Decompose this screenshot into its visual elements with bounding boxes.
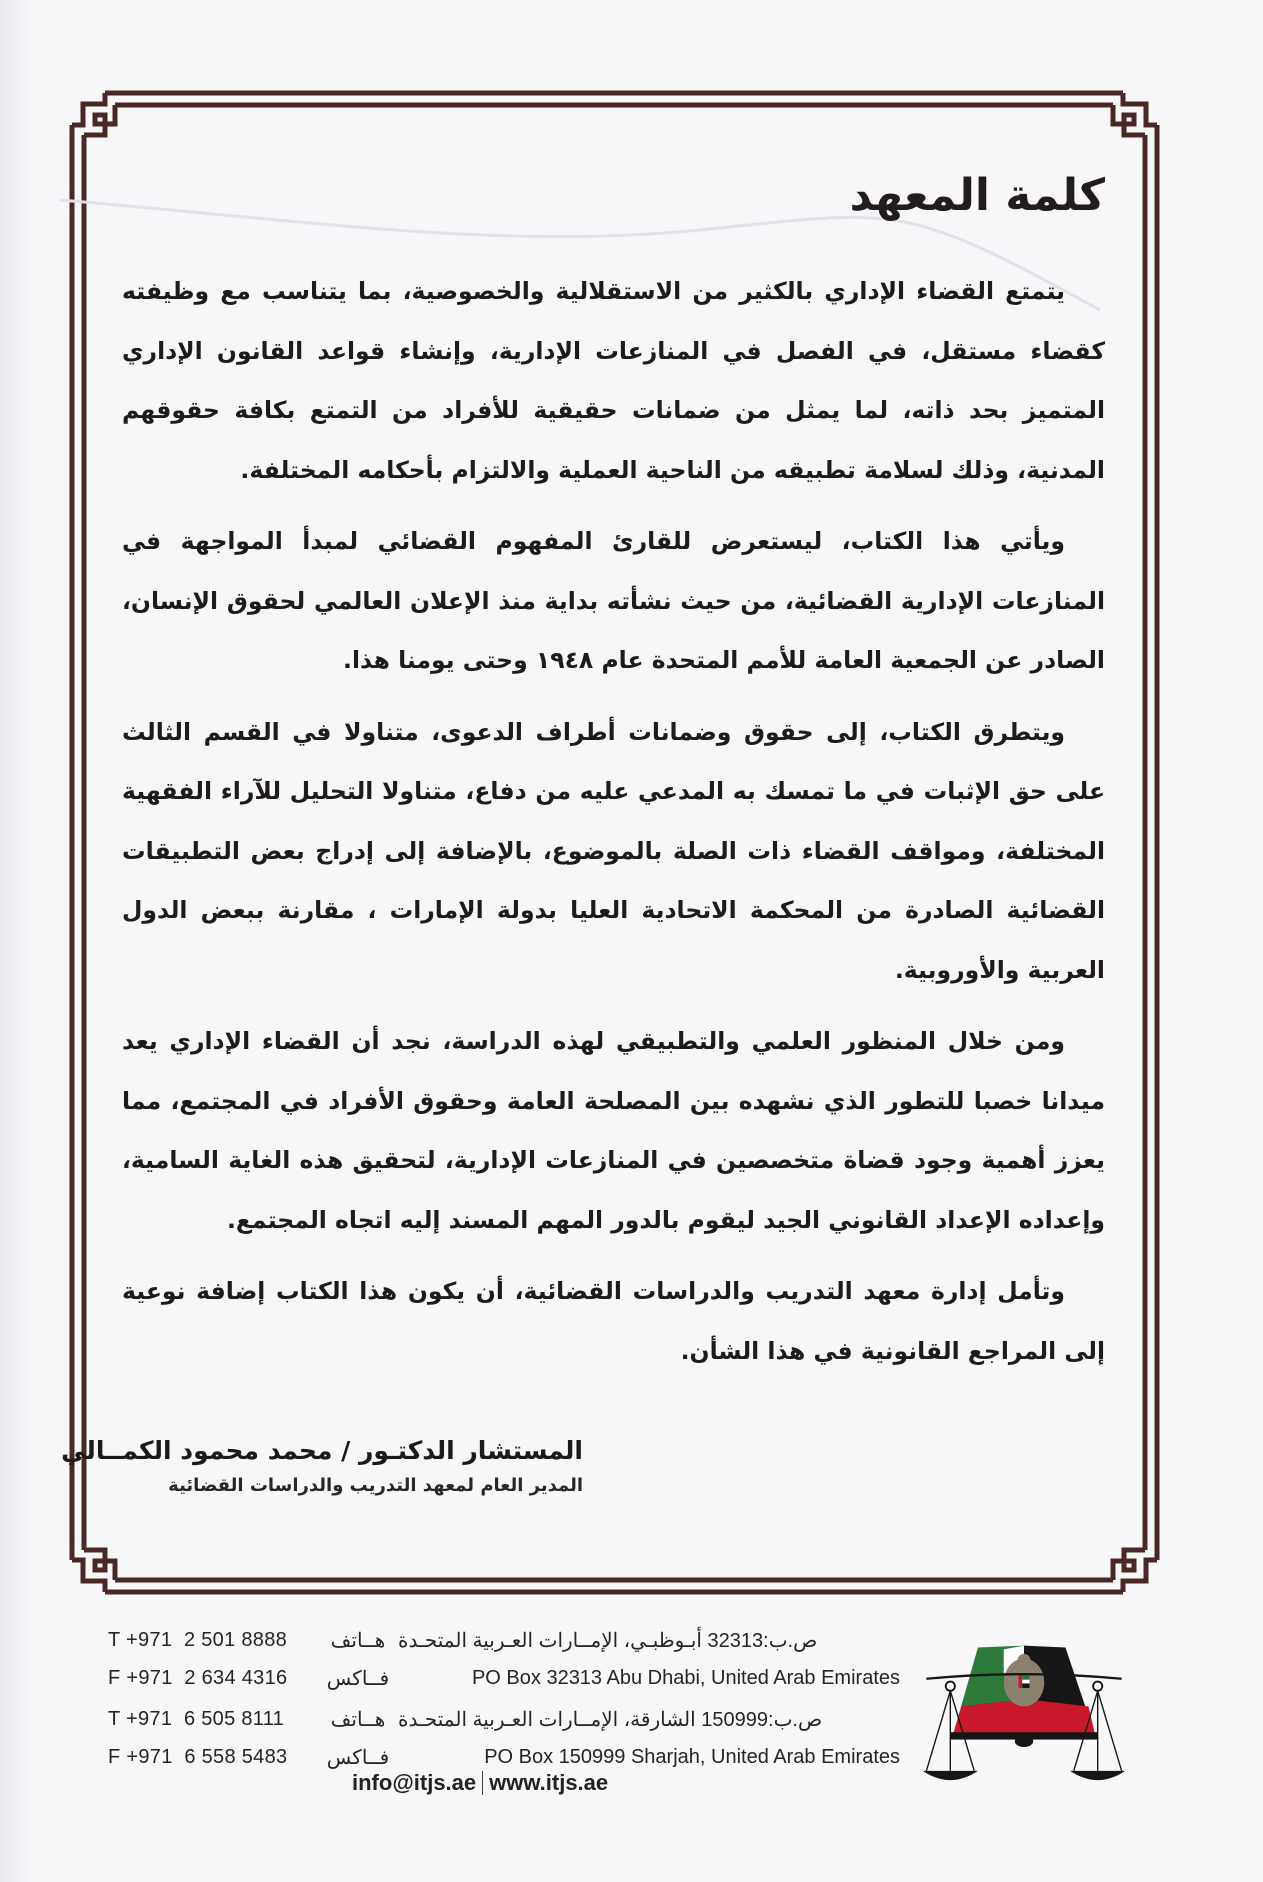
contact-row (108, 1660, 900, 1697)
fax-number: F +971 6 558 5483 (108, 1746, 288, 1768)
signatory-title: المدير العام لمعهد التدريب والدراسات القضائية (168, 1475, 583, 1496)
email-link[interactable]: info@itjs.ae (352, 1770, 477, 1795)
address-arabic: ص.ب:32313 أبـوظبـي، الإمــارات العـربية المتحـدة (398, 1630, 818, 1652)
contact-row (108, 1701, 900, 1738)
website-link[interactable]: www.itjs.ae (489, 1770, 609, 1795)
divider (482, 1771, 483, 1795)
phone-number: T +971 2 501 8888 (108, 1629, 288, 1651)
paragraph: ويتطرق الكتاب، إلى حقوق وضمانات أطراف الدعوى، متناولا في القسم الثالث على حق الإثبات في ما تمسك به المدعي عليه من دفاع، متناولا التحليل للآراء الفقهية المختلفة، ومواقف القضاء ذات الصلة بالموضوع، بالإضافة إلى إدراج بعض التطبيقات القضائية الصادرة من المحكمة الاتحادية العليا بدولة الإمارات ، مقارنة ببعض الدول العربية والأوروبية. (122, 717, 1105, 984)
fax-label: فــاكس (326, 1747, 390, 1769)
foreword-body (122, 262, 1105, 1393)
paragraph: ويأتي هذا الكتاب، ليستعرض للقارئ المفهوم القضائي لمبدأ المواجهة في المنازعات الإدارية القضائية، من حيث نشأته بداية منذ الإعلان العالمي لحقوق الإنسان، الصادر عن الجمعية العامة للأمم المتحدة عام ١٩٤٨ وحتى يومنا هذا. (122, 527, 1105, 674)
web-contacts (352, 1770, 608, 1796)
itjs-scales-book-eagle-logo-icon (908, 1618, 1140, 1793)
signatory-name: المستشار الدكتـور / محمد محمود الكمــالي (61, 1436, 583, 1465)
contact-info (108, 1622, 900, 1776)
paragraph: وتأمل إدارة معهد التدريب والدراسات القضائية، أن يكون هذا الكتاب إضافة نوعية إلى المراجع القانونية في هذا الشأن. (122, 1277, 1105, 1365)
phone-label: هــاتف (330, 1630, 386, 1652)
page-title: كلمة المعهد (849, 170, 1105, 221)
paragraph: ومن خلال المنظور العلمي والتطبيقي لهذه الدراسة، نجد أن القضاء الإداري يعد ميدانا خصبا للتطور الذي نشهده بين المصلحة العامة وحقوق الأفراد في المجتمع، مما يعزز أهمية وجود قضاة متخصصين في المنازعات الإدارية، لتحقيق هذه الغاية السامية، وإعداده الإعداد القانوني الجيد ليقوم بالدور المهم المسند إليه اتجاه المجتمع. (122, 1027, 1105, 1234)
fax-number: F +971 2 634 4316 (108, 1667, 288, 1689)
phone-label: هــاتف (330, 1709, 386, 1731)
address-english: PO Box 32313 Abu Dhabi, United Arab Emirates (471, 1667, 900, 1689)
address-english: PO Box 150999 Sharjah, United Arab Emirates (484, 1746, 900, 1768)
contact-row (108, 1622, 900, 1659)
paragraph: يتمتع القضاء الإداري بالكثير من الاستقلالية والخصوصية، بما يتناسب مع وظيفته كقضاء مستقل، في الفصل في المنازعات الإدارية، وإنشاء قواعد القانون الإداري المتميز بحد ذاته، لما يمثل من ضمانات حقيقية للأفراد من التمتع بكافة حقوقهم المدنية، وذلك لسلامة تطبيقه من الناحية العملية والالتزام بأحكامه المختلفة. (122, 277, 1105, 484)
fax-label: فــاكس (326, 1668, 390, 1690)
signature-block (61, 1436, 583, 1496)
phone-number: T +971 6 505 8111 (108, 1708, 285, 1730)
address-arabic: ص.ب:150999 الشارقة، الإمــارات العـربية المتحـدة (398, 1709, 823, 1731)
